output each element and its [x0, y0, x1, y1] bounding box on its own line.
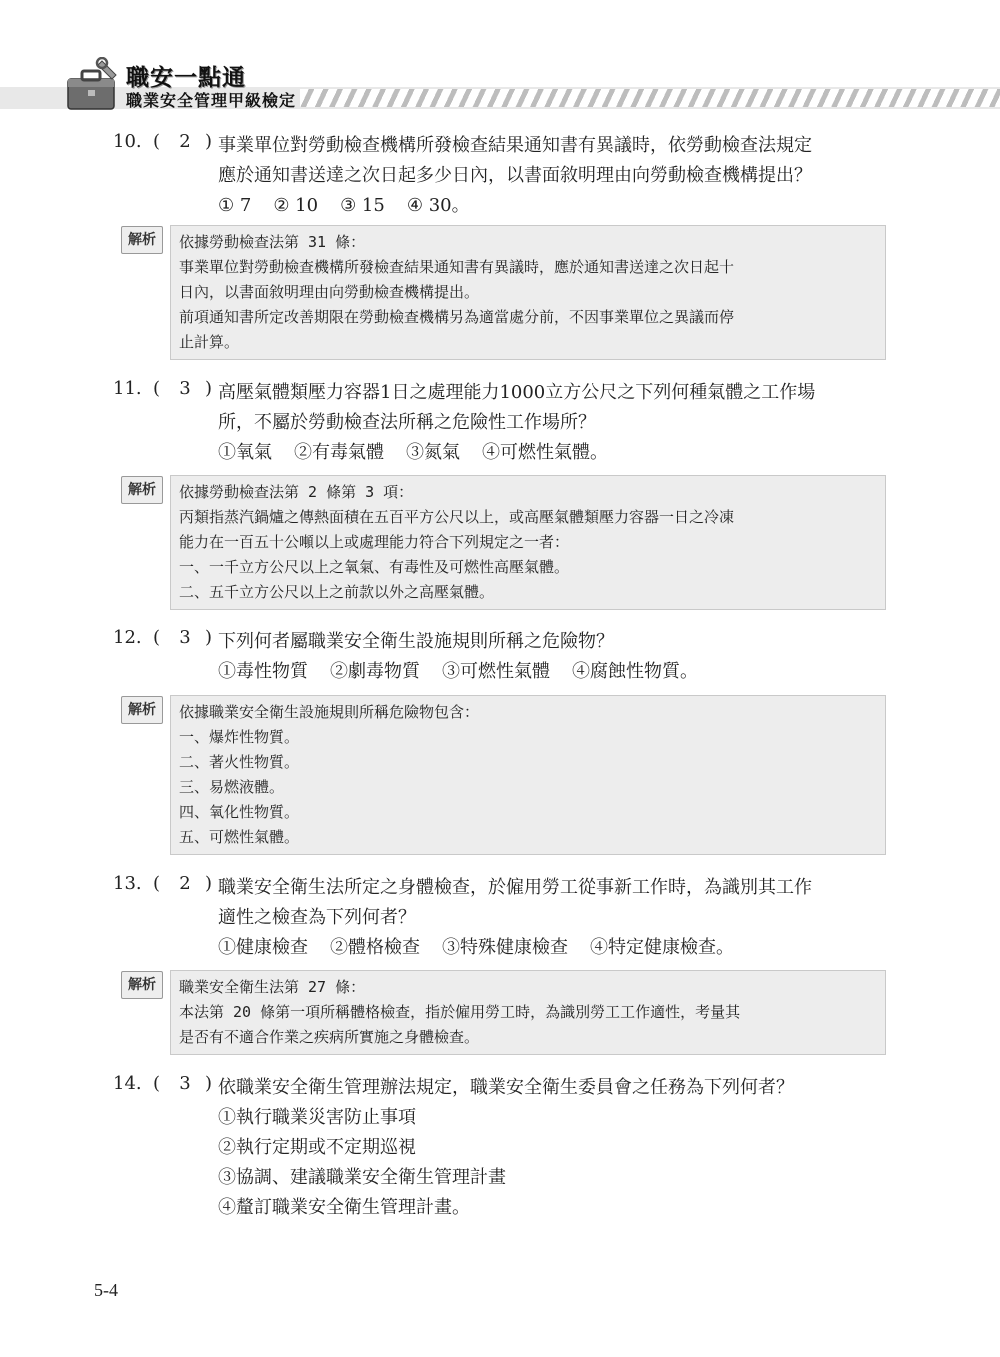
option: ②體格檢查 — [330, 937, 420, 958]
explanation-line: 是否有不適合作業之疾病所實施之身體檢查。 — [179, 1028, 480, 1046]
option: ②執行定期或不定期巡視 — [218, 1137, 416, 1158]
explanation-line: 一、一千立方公尺以上之氧氣、有毒性及可燃性高壓氣體。 — [179, 558, 570, 576]
option: ③氮氣 — [406, 442, 460, 463]
page-number: 5-4 — [94, 1280, 118, 1300]
option: ③ 15 — [340, 195, 385, 216]
option: ④ 30。 — [406, 195, 470, 216]
answer: 3 — [179, 627, 191, 648]
option: ①健康檢查 — [218, 937, 308, 958]
explanation-line: 職業安全衛生法第 27 條： — [179, 978, 366, 996]
options — [218, 191, 888, 221]
paren-open: ( — [153, 131, 161, 152]
option: ①毒性物質 — [218, 661, 308, 682]
explanation-line: 一、爆炸性物質。 — [179, 728, 300, 746]
explanation-line: 丙類指蒸汽鍋爐之傳熱面積在五百平方公尺以上，或高壓氣體類壓力容器一日之冷凍 — [179, 508, 735, 526]
option: ④腐蝕性物質。 — [572, 661, 698, 682]
explanation-line: 事業單位對勞動檢查機構所發檢查結果通知書有異議時，應於通知書送達之次日起十 — [179, 258, 735, 276]
options — [218, 438, 888, 468]
explanation-box — [170, 475, 886, 610]
option: ④特定健康檢查。 — [590, 937, 734, 958]
option: ②有毒氣體 — [294, 442, 384, 463]
explanation-box — [170, 225, 886, 360]
option: ① 7 — [218, 195, 252, 216]
option: ④可燃性氣體。 — [482, 442, 608, 463]
answer: 2 — [179, 131, 191, 152]
question-line: 事業單位對勞動檢查機構所發檢查結果通知書有異議時，依勞動檢查法規定 — [218, 135, 812, 156]
question-text — [218, 873, 888, 963]
paren-open: ( — [153, 627, 161, 648]
explanation-tag: 解析 — [121, 696, 163, 724]
question-number: 14. — [113, 1073, 142, 1094]
explanation-line: 依據勞動檢查法第 31 條： — [179, 233, 366, 251]
explanation-line: 四、氧化性物質。 — [179, 803, 300, 821]
options — [218, 933, 888, 963]
question-12 — [113, 627, 893, 687]
page-header — [0, 55, 1000, 115]
paren-close: ) — [205, 131, 213, 152]
brand-title: 職安一點通 — [126, 65, 246, 91]
paren-close: ) — [205, 1073, 213, 1094]
question-text — [218, 131, 888, 221]
answer: 2 — [179, 873, 191, 894]
explanation-line: 二、著火性物質。 — [179, 753, 300, 771]
option: ② 10 — [273, 195, 319, 216]
question-line: 應於通知書送達之次日起多少日內，以書面敘明理由向勞動檢查機構提出？ — [218, 165, 812, 186]
question-line: 高壓氣體類壓力容器1日之處理能力1000立方公尺之下列何種氣體之工作場 — [218, 382, 816, 403]
question-text — [218, 378, 888, 468]
option: ①執行職業災害防止事項 — [218, 1107, 416, 1128]
explanation-box — [170, 970, 886, 1055]
paren-close: ) — [205, 873, 213, 894]
explanation-box — [170, 695, 886, 855]
paren-open: ( — [153, 1073, 161, 1094]
question-number: 12. — [113, 627, 142, 648]
paren-close: ) — [205, 627, 213, 648]
explanation-line: 本法第 20 條第一項所稱體格檢查，指於僱用勞工時，為識別勞工工作適性，考量其 — [179, 1003, 741, 1021]
explanation-line: 依據職業安全衛生設施規則所稱危險物包含： — [179, 703, 480, 721]
explanation-tag: 解析 — [121, 226, 163, 254]
question-number: 13. — [113, 873, 142, 894]
explanation-line: 前項通知書所定改善期限在勞動檢查機構另為適當處分前，不因事業單位之異議而停 — [179, 308, 735, 326]
question-text — [218, 1073, 888, 1223]
question-line: 適性之檢查為下列何者？ — [218, 907, 416, 928]
question-13 — [113, 873, 893, 963]
question-line: 職業安全衛生法所定之身體檢查，於僱用勞工從事新工作時，為識別其工作 — [218, 877, 812, 898]
question-11 — [113, 378, 893, 468]
option: ②劇毒物質 — [330, 661, 420, 682]
explanation-line: 三、易燃液體。 — [179, 778, 285, 796]
option: ①氧氣 — [218, 442, 272, 463]
option: ③協調、建議職業安全衛生管理計畫 — [218, 1167, 506, 1188]
question-text — [218, 627, 888, 687]
option: ④釐訂職業安全衛生管理計畫。 — [218, 1197, 470, 1218]
explanation-line: 止計算。 — [179, 333, 240, 351]
answer: 3 — [179, 1073, 191, 1094]
question-line: 依職業安全衛生管理辦法規定，職業安全衛生委員會之任務為下列何者？ — [218, 1077, 794, 1098]
question-14 — [113, 1073, 893, 1223]
explanation-tag: 解析 — [121, 971, 163, 999]
explanation-line: 日內，以書面敘明理由向勞動檢查機構提出。 — [179, 283, 480, 301]
explanation-line: 五、可燃性氣體。 — [179, 828, 300, 846]
question-line: 所，不屬於勞動檢查法所稱之危險性工作場所？ — [218, 412, 596, 433]
question-number: 10. — [113, 131, 142, 152]
answer: 3 — [179, 378, 191, 399]
paren-open: ( — [153, 873, 161, 894]
header-stripes — [300, 89, 1000, 107]
explanation-line: 二、五千立方公尺以上之前款以外之高壓氣體。 — [179, 583, 495, 601]
explanation-line: 能力在一百五十公噸以上或處理能力符合下列規定之一者： — [179, 533, 570, 551]
explanation-tag: 解析 — [121, 476, 163, 504]
option: ③特殊健康檢查 — [442, 937, 568, 958]
question-number: 11. — [113, 378, 142, 399]
paren-open: ( — [153, 378, 161, 399]
options — [218, 657, 888, 687]
question-line: 下列何者屬職業安全衛生設施規則所稱之危險物？ — [218, 631, 614, 652]
explanation-line: 依據勞動檢查法第 2 條第 3 項： — [179, 483, 414, 501]
toolbox-icon — [62, 57, 122, 113]
paren-close: ) — [205, 378, 213, 399]
question-10 — [113, 131, 893, 221]
option: ③可燃性氣體 — [442, 661, 550, 682]
header-subtitle: 職業安全管理甲級檢定 — [126, 91, 297, 110]
